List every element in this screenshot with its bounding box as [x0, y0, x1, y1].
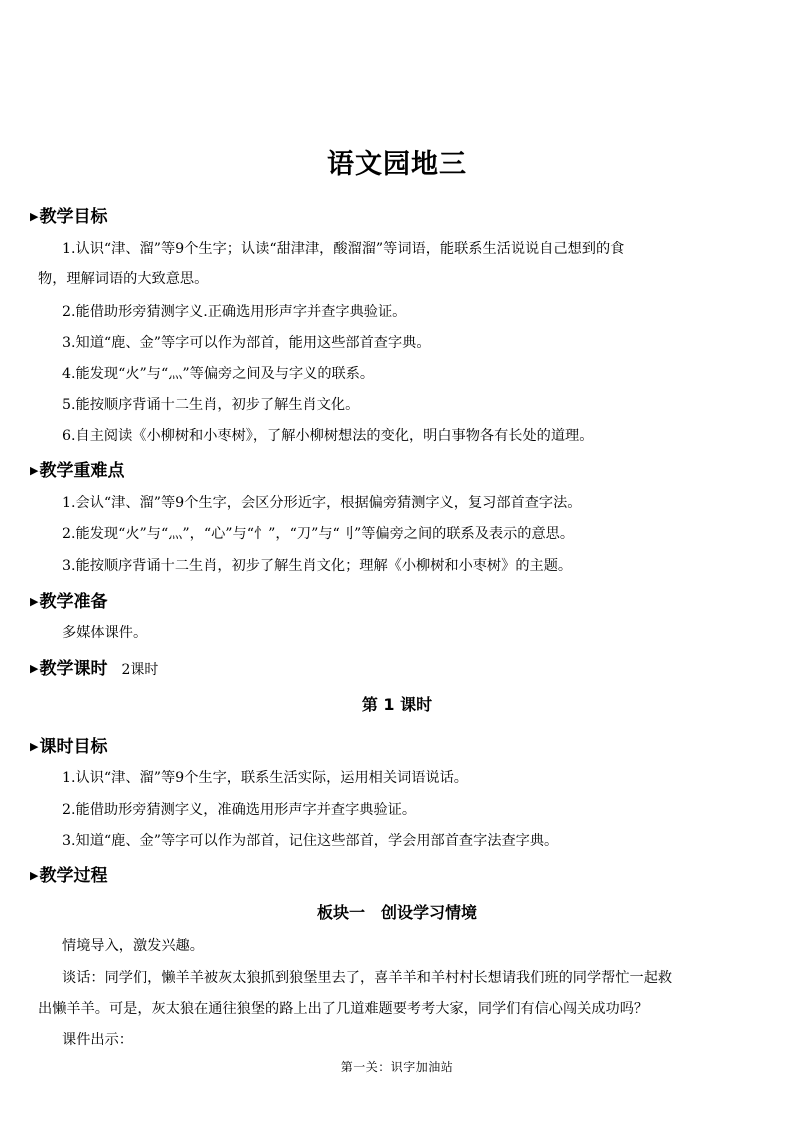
section-heading-lesson-goals: ▶课时目标	[30, 737, 108, 757]
goal-line: 物，理解词语的大致意思。	[38, 271, 209, 287]
section-heading-goals: ▶教学目标	[30, 207, 108, 227]
goal-line: 4.能发现“火”与“灬”等偏旁之间及与字义的联系。	[62, 366, 375, 382]
lesson-title: 第 1 课时	[361, 695, 433, 714]
lesson-goal-line: 3.知道“鹿、金”等字可以作为部首，记住这些部首，学会用部首查字法查字典。	[62, 833, 559, 849]
process-line: 情境导入，激发兴趣。	[62, 938, 204, 954]
goal-line: 6.自主阅读《小柳树和小枣树》，了解小柳树想法的变化，明白事物各有长处的道理。	[62, 428, 594, 444]
lesson-goal-line: 2.能借助形旁猜测字义，准确选用形声字并查字典验证。	[62, 802, 417, 818]
key-point-line: 1.会认“津、溜”等9个生字，会区分形近字，根据偏旁猜测字义，复习部首查字法。	[62, 495, 582, 511]
triangle-marker-icon: ▶	[30, 740, 39, 753]
process-line: 课件出示：	[62, 1032, 133, 1048]
triangle-marker-icon: ▶	[30, 595, 39, 608]
goal-line: 5.能按顺序背诵十二生肖，初步了解生肖文化。	[62, 397, 360, 413]
triangle-marker-icon: ▶	[30, 210, 39, 223]
goal-line: 2.能借助形旁猜测字义.正确选用形声字并查字典验证。	[62, 304, 407, 320]
preparation-content: 多媒体课件。	[62, 625, 148, 641]
section-heading-preparation: ▶教学准备	[30, 592, 108, 612]
key-point-line: 3.能按顺序背诵十二生肖，初步了解生肖文化；理解《小柳树和小枣树》的主题。	[62, 558, 573, 574]
triangle-marker-icon: ▶	[30, 662, 39, 675]
block-title: 板块一 创设学习情境	[316, 903, 477, 922]
key-point-line: 2.能发现“火”与“灬”，“心”与“忄”，“刀”与“刂”等偏旁之间的联系及表示的意思。	[62, 526, 575, 542]
process-line: 谈话：同学们，懒羊羊被灰太狼抓到狼堡里去了，喜羊羊和羊村村长想请我们班的同学帮忙一起救	[62, 970, 673, 986]
slide-caption: 第一关：识字加油站	[340, 1060, 454, 1074]
lesson-goal-line: 1.认识“津、溜”等9个生字，联系生活实际，运用相关词语说话。	[62, 770, 468, 786]
process-line: 出懒羊羊。可是，灰太狼在通往狼堡的路上出了几道难题要考考大家，同学们有信心闯关成功吗？	[38, 1001, 649, 1017]
section-heading-periods: ▶教学课时 2课时	[30, 659, 159, 679]
goal-line: 3.知道“鹿、金”等字可以作为部首，能用这些部首查字典。	[62, 335, 431, 351]
page-title: 语文园地三	[327, 149, 467, 180]
goal-line: 1.认识“津、溜”等9个生字；认读“甜津津，酸溜溜”等词语，能联系生活说说自己想到的食	[62, 241, 625, 257]
section-heading-process: ▶教学过程	[30, 866, 108, 886]
section-heading-key-points: ▶教学重难点	[30, 461, 125, 481]
triangle-marker-icon: ▶	[30, 464, 39, 477]
triangle-marker-icon: ▶	[30, 869, 39, 882]
periods-value: 2课时	[121, 662, 159, 678]
